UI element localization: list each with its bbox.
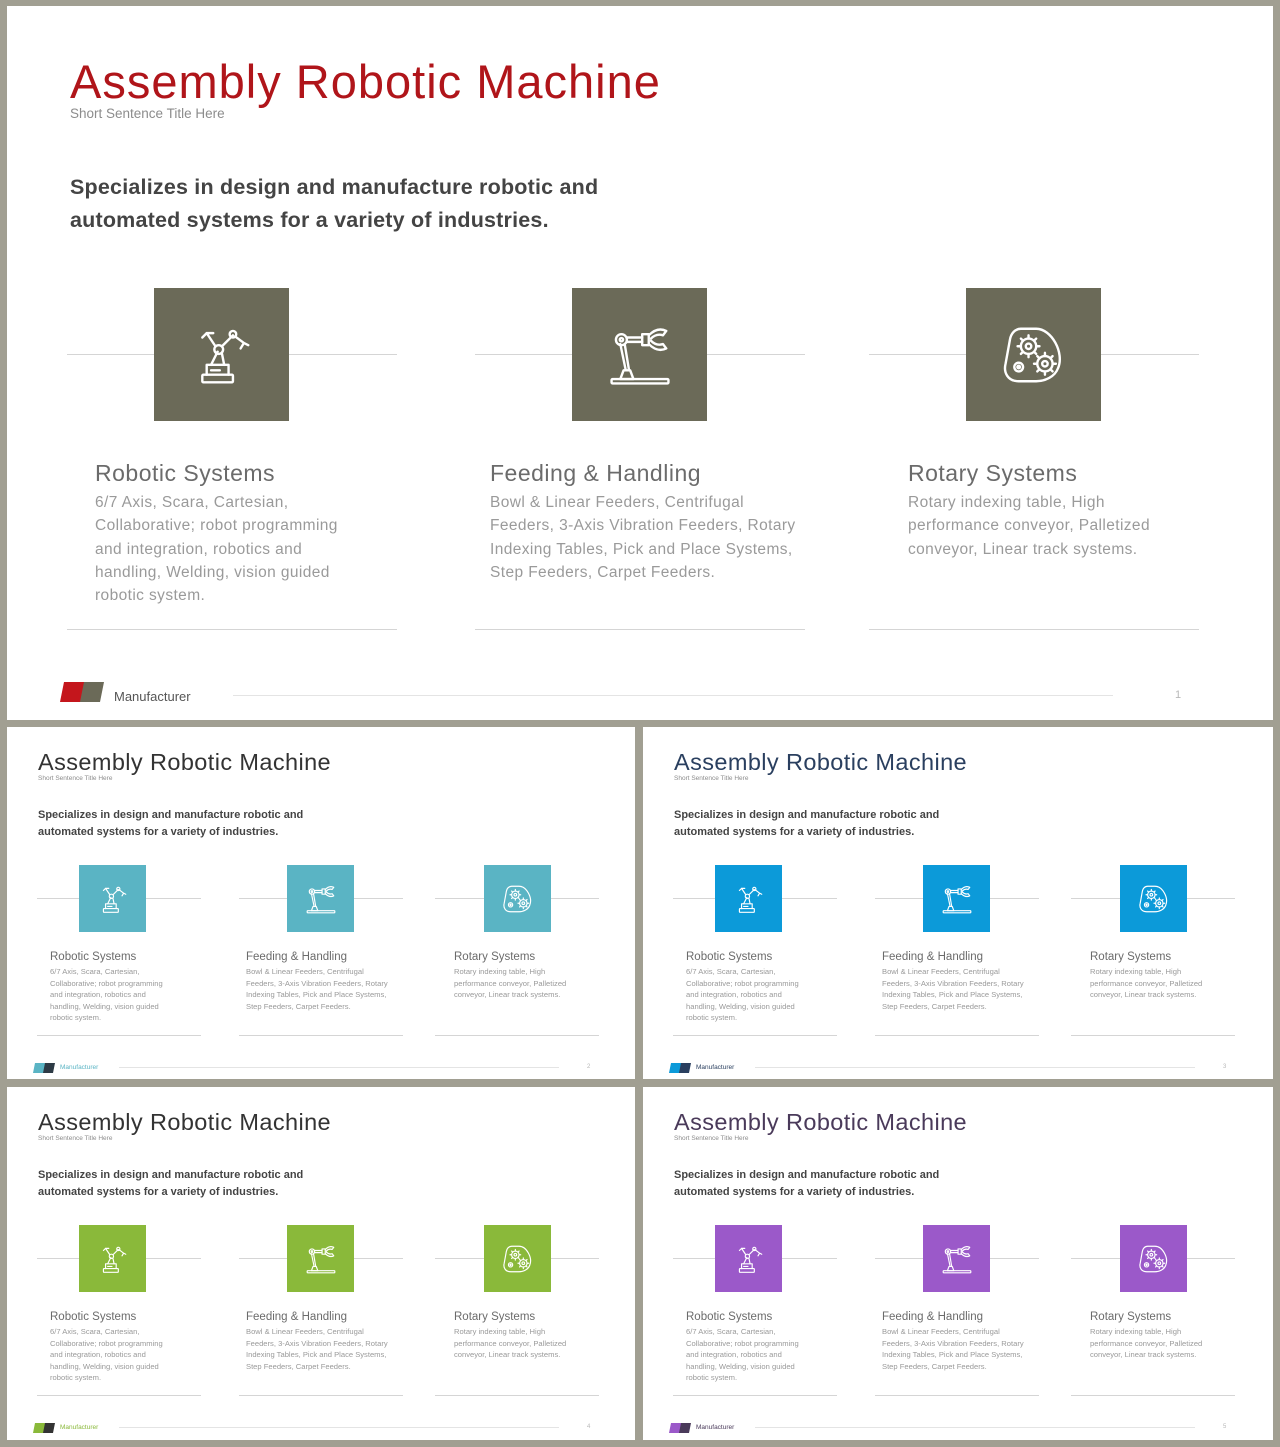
service-desc-line: performance conveyor, Palletized — [1090, 1338, 1203, 1348]
service-title: Robotic Systems — [50, 951, 137, 963]
gripper-arm-icon — [605, 320, 675, 390]
service-icon-box — [572, 288, 707, 421]
service-desc-line: Indexing Tables, Pick and Place Systems, — [882, 1350, 1023, 1360]
service-desc-line: Rotary indexing table, High — [454, 1327, 546, 1336]
service-desc-line: Rotary indexing table, High — [1090, 967, 1182, 976]
page-number: 4 — [587, 1424, 591, 1430]
footer-logo — [33, 1060, 55, 1078]
gripper-arm-icon — [940, 882, 974, 916]
service-desc-line: Bowl & Linear Feeders, Centrifugal — [490, 494, 744, 511]
service-title: Feeding & Handling — [490, 460, 702, 486]
divider-line — [37, 1035, 201, 1036]
service-desc-line: Collaborative; robot programming — [686, 1338, 799, 1348]
service-column — [869, 288, 1199, 633]
service-title: Rotary Systems — [454, 951, 536, 963]
service-description — [490, 491, 796, 584]
service-desc-line: and integration, robotics and — [686, 990, 782, 1000]
service-description — [882, 966, 1024, 1012]
service-desc-line: conveyor, Linear track systems. — [454, 990, 561, 1000]
service-desc-line: handling, Welding, vision guided — [686, 1361, 795, 1371]
service-column — [673, 1225, 837, 1397]
service-desc-line: handling, Welding, vision guided — [50, 1001, 159, 1011]
robot-arm-icon — [96, 882, 130, 916]
lead-line: automated systems for a variety of industries. — [674, 826, 915, 838]
divider-line — [869, 629, 1199, 630]
service-icon-box — [154, 288, 289, 421]
lead-paragraph — [70, 171, 598, 237]
gears-conveyor-icon — [501, 882, 535, 916]
service-icon-box — [1120, 1225, 1187, 1292]
service-description — [686, 966, 799, 1024]
service-icon-box — [484, 1225, 551, 1292]
service-desc-line: Feeders, 3-Axis Vibration Feeders, Rotary — [882, 1338, 1024, 1348]
service-title: Rotary Systems — [908, 460, 1078, 486]
service-desc-line: Feeders, 3-Axis Vibration Feeders, Rotary — [490, 517, 796, 535]
service-description — [454, 1326, 566, 1361]
service-desc-line: and integration, robotics and — [50, 1350, 146, 1360]
page-number: 1 — [1175, 689, 1182, 701]
service-column — [875, 1225, 1039, 1397]
divider-line — [475, 629, 805, 630]
service-description — [686, 1326, 799, 1384]
divider-line — [1071, 1035, 1235, 1036]
divider-line — [239, 1035, 403, 1036]
service-title: Feeding & Handling — [246, 1311, 348, 1323]
divider-line — [239, 1395, 403, 1396]
service-description — [454, 966, 566, 1001]
footer-label: Manufacturer — [696, 1424, 735, 1431]
service-desc-line: Indexing Tables, Pick and Place Systems, — [246, 990, 387, 1000]
slide-title: Assembly Robotic Machine — [674, 749, 968, 775]
robot-arm-icon — [732, 1242, 766, 1276]
service-description — [50, 1326, 163, 1384]
service-column — [435, 1225, 599, 1397]
service-desc-line: Step Feeders, Carpet Feeders. — [882, 1001, 987, 1011]
service-description — [1090, 1326, 1202, 1361]
lead-line: Specializes in design and manufacture robotic and — [38, 1169, 304, 1181]
service-column — [1071, 1225, 1235, 1397]
lead-line: automated systems for a variety of industries. — [38, 1186, 279, 1198]
service-icon-box — [79, 1225, 146, 1292]
robot-arm-icon — [732, 882, 766, 916]
manufacturer-logo-icon — [33, 1063, 55, 1073]
gripper-arm-icon — [940, 1242, 974, 1276]
lead-line: Specializes in design and manufacture robotic and — [674, 809, 940, 821]
slide-2[interactable] — [7, 727, 635, 1079]
divider-line — [435, 1035, 599, 1036]
service-desc-line: robotic system. — [50, 1013, 102, 1023]
service-description — [50, 966, 163, 1024]
service-desc-line: 6/7 Axis, Scara, Cartesian, — [50, 1327, 140, 1336]
service-desc-line: conveyor, Linear track systems. — [454, 1350, 561, 1360]
slide-subtitle: Short Sentence Title Here — [70, 106, 225, 121]
service-icon-box — [966, 288, 1101, 421]
service-desc-line: Collaborative; robot programming — [50, 1338, 163, 1348]
footer-label: Manufacturer — [114, 689, 191, 704]
service-desc-line: performance conveyor, Palletized — [908, 517, 1150, 535]
service-desc-line: handling, Welding, vision guided — [95, 563, 330, 581]
service-icon-box — [715, 1225, 782, 1292]
service-desc-line: robotic system. — [95, 587, 206, 605]
service-title: Feeding & Handling — [246, 951, 348, 963]
service-desc-line: robotic system. — [50, 1373, 102, 1383]
gears-conveyor-icon — [501, 1242, 535, 1276]
footer-divider — [233, 695, 1113, 696]
manufacturer-logo-icon — [33, 1423, 55, 1433]
lead-line: Specializes in design and manufacture robotic and — [38, 809, 304, 821]
service-desc-line: Bowl & Linear Feeders, Centrifugal — [882, 1327, 1000, 1336]
footer-divider — [755, 1427, 1195, 1428]
service-desc-line: and integration, robotics and — [686, 1350, 782, 1360]
service-desc-line: Step Feeders, Carpet Feeders. — [490, 563, 716, 581]
service-icon-box — [484, 865, 551, 932]
slide-4[interactable] — [7, 1087, 635, 1440]
slide-subtitle: Short Sentence Title Here — [674, 1135, 749, 1142]
service-desc-line: Rotary indexing table, High — [454, 967, 546, 976]
divider-line — [875, 1395, 1039, 1396]
service-column — [239, 1225, 403, 1397]
service-icon-box — [79, 865, 146, 932]
service-desc-line: Feeders, 3-Axis Vibration Feeders, Rotary — [246, 1338, 388, 1348]
slide-subtitle: Short Sentence Title Here — [38, 1135, 113, 1142]
service-description — [246, 966, 388, 1012]
service-description — [1090, 966, 1202, 1001]
service-desc-line: and integration, robotics and — [50, 990, 146, 1000]
slide-title: Assembly Robotic Machine — [70, 55, 661, 108]
service-icon-box — [287, 1225, 354, 1292]
service-desc-line: Bowl & Linear Feeders, Centrifugal — [882, 967, 1000, 976]
service-desc-line: Bowl & Linear Feeders, Centrifugal — [246, 967, 364, 976]
footer-logo — [33, 1420, 55, 1438]
service-column — [37, 1225, 201, 1397]
service-desc-line: performance conveyor, Palletized — [1090, 978, 1203, 988]
footer-divider — [119, 1427, 559, 1428]
gripper-arm-icon — [304, 882, 338, 916]
manufacturer-logo-icon — [669, 1063, 691, 1073]
service-column — [67, 288, 397, 633]
service-desc-line: 6/7 Axis, Scara, Cartesian, — [686, 967, 776, 976]
service-desc-line: Step Feeders, Carpet Feeders. — [882, 1361, 987, 1371]
robot-arm-icon — [96, 1242, 130, 1276]
service-desc-line: performance conveyor, Palletized — [454, 1338, 567, 1348]
service-icon-box — [715, 865, 782, 932]
lead-paragraph — [38, 1167, 303, 1201]
service-desc-line: Collaborative; robot programming — [686, 978, 799, 988]
service-desc-line: 6/7 Axis, Scara, Cartesian, — [50, 967, 140, 976]
service-icon-box — [923, 1225, 990, 1292]
service-desc-line: Collaborative; robot programming — [50, 978, 163, 988]
service-icon-box — [923, 865, 990, 932]
service-desc-line: Indexing Tables, Pick and Place Systems, — [490, 540, 793, 558]
lead-line: automated systems for a variety of industries. — [674, 1186, 915, 1198]
service-title: Robotic Systems — [95, 460, 276, 486]
service-description — [908, 491, 1150, 561]
page-number: 2 — [587, 1064, 591, 1070]
service-desc-line: 6/7 Axis, Scara, Cartesian, — [95, 494, 289, 511]
gears-conveyor-icon — [999, 320, 1069, 390]
service-title: Feeding & Handling — [882, 1311, 984, 1323]
service-column — [673, 865, 837, 1037]
service-column — [435, 865, 599, 1037]
footer-label: Manufacturer — [696, 1064, 735, 1071]
slide-5[interactable] — [643, 1087, 1273, 1440]
service-description — [246, 1326, 388, 1372]
service-desc-line: Bowl & Linear Feeders, Centrifugal — [246, 1327, 364, 1336]
lead-line: Specializes in design and manufacture robotic and — [70, 175, 599, 199]
divider-line — [67, 629, 397, 630]
service-desc-line: conveyor, Linear track systems. — [1090, 1350, 1197, 1360]
slide-title: Assembly Robotic Machine — [674, 1109, 968, 1135]
lead-paragraph — [38, 807, 303, 841]
slide-1[interactable] — [7, 6, 1273, 720]
service-title: Rotary Systems — [454, 1311, 536, 1323]
footer-logo — [60, 682, 104, 707]
service-title: Robotic Systems — [686, 1311, 773, 1323]
service-desc-line: conveyor, Linear track systems. — [908, 540, 1138, 558]
page-number: 5 — [1223, 1424, 1227, 1430]
lead-paragraph — [674, 1167, 939, 1201]
gears-conveyor-icon — [1137, 1242, 1171, 1276]
footer-label: Manufacturer — [60, 1424, 99, 1431]
lead-paragraph — [674, 807, 939, 841]
service-column — [37, 865, 201, 1037]
footer-logo — [669, 1420, 691, 1438]
divider-line — [673, 1395, 837, 1396]
manufacturer-logo-icon — [669, 1423, 691, 1433]
lead-line: automated systems for a variety of industries. — [70, 208, 549, 232]
divider-line — [673, 1035, 837, 1036]
service-desc-line: Feeders, 3-Axis Vibration Feeders, Rotary — [246, 978, 388, 988]
footer-logo — [669, 1060, 691, 1078]
service-title: Robotic Systems — [50, 1311, 137, 1323]
service-icon-box — [1120, 865, 1187, 932]
lead-line: automated systems for a variety of industries. — [38, 826, 279, 838]
service-icon-box — [287, 865, 354, 932]
service-desc-line: robotic system. — [686, 1373, 738, 1383]
lead-line: Specializes in design and manufacture robotic and — [674, 1169, 940, 1181]
service-title: Rotary Systems — [1090, 951, 1172, 963]
service-desc-line: Collaborative; robot programming — [95, 517, 338, 535]
manufacturer-logo-icon — [60, 682, 104, 702]
gears-conveyor-icon — [1137, 882, 1171, 916]
service-desc-line: 6/7 Axis, Scara, Cartesian, — [686, 1327, 776, 1336]
service-column — [875, 865, 1039, 1037]
service-title: Robotic Systems — [686, 951, 773, 963]
service-desc-line: Feeders, 3-Axis Vibration Feeders, Rotary — [882, 978, 1024, 988]
slide-subtitle: Short Sentence Title Here — [38, 775, 113, 782]
service-desc-line: robotic system. — [686, 1013, 738, 1023]
service-desc-line: Indexing Tables, Pick and Place Systems, — [882, 990, 1023, 1000]
footer-label: Manufacturer — [60, 1064, 99, 1071]
service-desc-line: conveyor, Linear track systems. — [1090, 990, 1197, 1000]
service-title: Feeding & Handling — [882, 951, 984, 963]
robot-arm-icon — [187, 320, 257, 390]
service-desc-line: Step Feeders, Carpet Feeders. — [246, 1001, 351, 1011]
service-desc-line: Step Feeders, Carpet Feeders. — [246, 1361, 351, 1371]
slide-title: Assembly Robotic Machine — [38, 1109, 332, 1135]
page-number: 3 — [1223, 1064, 1227, 1070]
divider-line — [875, 1035, 1039, 1036]
service-desc-line: and integration, robotics and — [95, 540, 303, 558]
footer-divider — [119, 1067, 559, 1068]
divider-line — [37, 1395, 201, 1396]
gripper-arm-icon — [304, 1242, 338, 1276]
service-desc-line: performance conveyor, Palletized — [454, 978, 567, 988]
service-desc-line: Indexing Tables, Pick and Place Systems, — [246, 1350, 387, 1360]
service-description — [882, 1326, 1024, 1372]
divider-line — [435, 1395, 599, 1396]
service-desc-line: handling, Welding, vision guided — [686, 1001, 795, 1011]
service-desc-line: handling, Welding, vision guided — [50, 1361, 159, 1371]
service-description — [95, 491, 338, 607]
divider-line — [1071, 1395, 1235, 1396]
service-title: Rotary Systems — [1090, 1311, 1172, 1323]
slide-subtitle: Short Sentence Title Here — [674, 775, 749, 782]
service-column — [239, 865, 403, 1037]
footer-divider — [755, 1067, 1195, 1068]
slide-title: Assembly Robotic Machine — [38, 749, 332, 775]
slide-3[interactable] — [643, 727, 1273, 1079]
service-desc-line: Rotary indexing table, High — [908, 494, 1105, 511]
service-column — [475, 288, 805, 633]
service-desc-line: Rotary indexing table, High — [1090, 1327, 1182, 1336]
service-column — [1071, 865, 1235, 1037]
